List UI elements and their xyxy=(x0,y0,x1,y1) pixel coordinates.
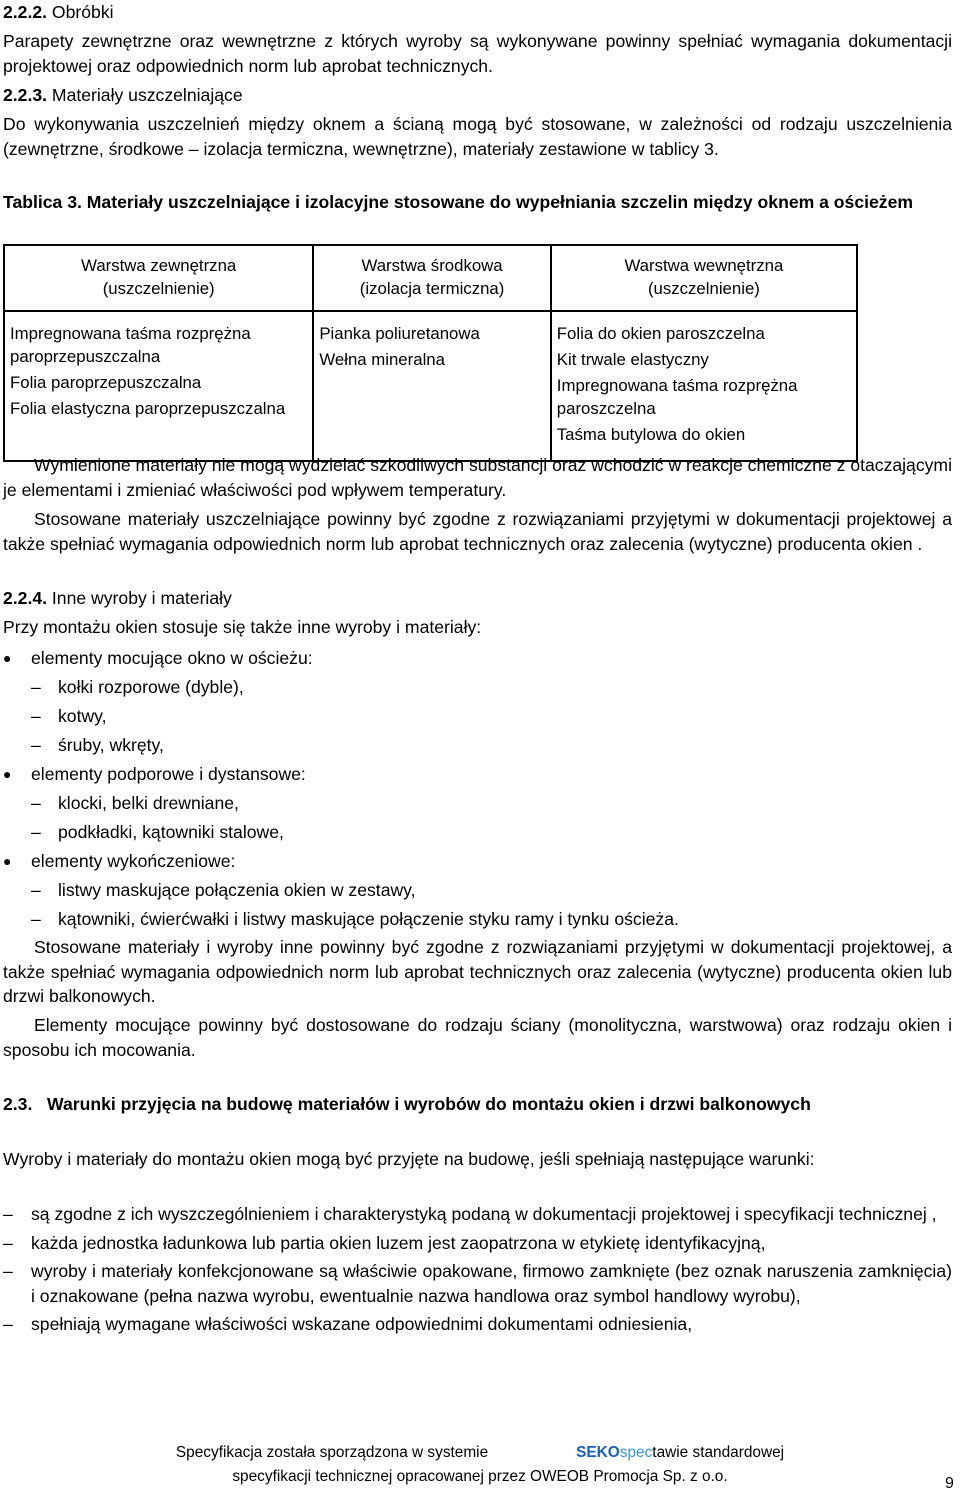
footer-line-2: specyfikacji technicznej opracowanej przez OWEOB Promocja Sp. z o.o. xyxy=(232,1468,728,1485)
paragraph-fixing-elements: Elementy mocujące powinny być dostosowane do rodzaju ściany (monolityczna, warstwowa) oraz rodzaju okien i sposobu ich mocowania. xyxy=(3,1015,952,1060)
page-number: 9 xyxy=(945,1475,954,1492)
dash-icon: – xyxy=(31,909,41,929)
list-item: – wyroby i materiały konfekcjonowane są właściwie opakowane, firmowo zamknięte (bez oznak naruszenia zamknięcia) i oznakowane (pełna nazwa wyrobu, ewentualnie nazwa handlowa oraz symbol handlowy wyrobu), xyxy=(3,1261,952,1306)
section-2-2-3-heading xyxy=(3,83,952,108)
list-item: – klocki, belki drewniane, xyxy=(3,789,952,818)
paragraph-materials-safety: Wymienione materiały nie mogą wydzielać szkodliwych substancji oraz wchodzić w reakcje chemiczne z otaczającymi je elementami i zmieniać właściwości pod wpływem temperatury. xyxy=(3,455,953,500)
section-2-2-4-intro: Przy montażu okien stosuje się także inne wyroby i materiały: xyxy=(3,617,482,637)
section-2-3-intro: Wyroby i materiały do montażu okien mogą być przyjęte na budowę, jeśli spełniają następujące warunki: xyxy=(3,1149,815,1169)
paragraph-other-compliance: Stosowane materiały i wyroby inne powinny być zgodne z rozwiązaniami przyjętymi w dokumentacji projektowej, a także spełniać wymagania odpowiednich norm lub aprobat technicznych oraz zalecenia (wytyczne) producenta okien lub drzwi balkonowych. xyxy=(3,937,952,1007)
dash-icon: – xyxy=(3,1232,13,1253)
section-number: 2.2.3. xyxy=(3,85,48,105)
dash-icon: – xyxy=(31,677,41,697)
dash-icon: – xyxy=(31,793,41,813)
table-caption-number: Tablica 3. xyxy=(3,192,82,212)
cell-middle-materials xyxy=(313,311,550,461)
dash-icon: – xyxy=(3,1314,13,1335)
footer-line-1: Specyfikacja została sporządzona w systemie SEKOspectawie standardowej xyxy=(175,1444,785,1461)
section-title: Materiały uszczelniające xyxy=(47,85,243,105)
section-number: 2.3. xyxy=(3,1094,33,1114)
table-cell-item: Folia do okien paroszczelna xyxy=(556,324,765,343)
bullet-icon: ● xyxy=(3,853,12,869)
dash-icon: – xyxy=(3,1204,13,1224)
table-cell-item: Impregnowana taśma rozprężna paroprzepuszczalna xyxy=(10,324,251,366)
list-item: ● elementy podporowe i dystansowe: xyxy=(3,760,952,789)
section-2-2-2-paragraph: Parapety zewnętrzne oraz wewnętrzne z których wyroby są wykonywane powinny spełniać wymagania dokumentacji projektowej oraz odpowiednich norm lub aprobat technicznych. xyxy=(3,31,952,76)
table-cell-item: Folia elastyczna paroprzepuszczalna xyxy=(10,399,286,418)
section-title: Obróbki xyxy=(47,2,114,22)
list-item: – kątowniki, ćwierćwałki i listwy maskujące połączenie styku ramy i tynku ościeża. xyxy=(3,905,952,934)
table-cell-item: Impregnowana taśma rozprężna paroszczelna xyxy=(556,376,798,418)
list-item: – spełniają wymagane właściwości wskazane odpowiednimi dokumentami odniesienia, xyxy=(3,1312,952,1337)
section-title: Warunki przyjęcia na budowę materiałów i wyrobów do montażu okien i drzwi balkonowych xyxy=(47,1094,811,1114)
materials-table xyxy=(3,244,858,462)
header-inner-layer: Warstwa wewnętrzna (uszczelnienie) xyxy=(551,245,857,311)
section-2-3-heading xyxy=(3,1092,952,1117)
dash-icon: – xyxy=(31,880,41,900)
section-2-2-4-heading xyxy=(3,586,952,611)
dash-icon: – xyxy=(3,1261,13,1282)
table-cell-item: Folia paroprzepuszczalna xyxy=(10,373,202,392)
acceptance-conditions-list xyxy=(3,1202,952,1337)
list-item: – listwy maskujące połączenia okien w zestawy, xyxy=(3,876,952,905)
table-caption xyxy=(3,190,952,215)
section-title: Inne wyroby i materiały xyxy=(47,588,232,608)
section-2-2-3-paragraph: Do wykonywania uszczelnień między oknem a ścianą mogą być stosowane, w zależności od rodzaju uszczelnienia (zewnętrzne, środkowe – izolacja termiczna, wewnętrzne), materiały zestawione w tablicy 3. xyxy=(3,114,952,159)
bullet-icon: ● xyxy=(3,766,12,782)
dash-icon: – xyxy=(31,706,41,726)
list-item: – podkładki, kątowniki stalowe, xyxy=(3,818,952,847)
table-caption-text: Materiały uszczelniające i izolacyjne stosowane do wypełniania szczelin między oknem a ościeżem xyxy=(81,192,914,212)
page-footer xyxy=(0,1441,960,1489)
table-header-row xyxy=(4,245,857,311)
section-number: 2.2.4. xyxy=(3,588,48,608)
brand-logo: SEKOspec xyxy=(576,1444,653,1461)
section-2-2-2-heading xyxy=(3,0,952,25)
list-item: – kotwy, xyxy=(3,702,952,731)
table-cell-item: Wełna mineralna xyxy=(319,350,445,369)
list-item: – kołki rozporowe (dyble), xyxy=(3,673,952,702)
header-middle-layer: Warstwa środkowa (izolacja termiczna) xyxy=(313,245,550,311)
other-materials-list xyxy=(3,644,952,934)
cell-inner-materials xyxy=(551,311,857,461)
header-outer-layer: Warstwa zewnętrzna (uszczelnienie) xyxy=(4,245,313,311)
list-item: – każda jednostka ładunkowa lub partia okien luzem jest zaopatrzona w etykietę identyfikacyjną, xyxy=(3,1231,952,1256)
section-number: 2.2.2. xyxy=(3,2,48,22)
paragraph-materials-compliance: Stosowane materiały uszczelniające powinny być zgodne z rozwiązaniami przyjętymi w dokumentacji projektowej a także spełniać wymagania odpowiednich norm lub aprobat technicznych oraz zalecenia (wytyczne) producenta okien . xyxy=(3,509,952,554)
table-cell-item: Kit trwale elastyczny xyxy=(556,350,709,369)
table-cell-item: Taśma butylowa do okien xyxy=(556,425,746,444)
table-row xyxy=(4,311,857,461)
list-item: – są zgodne z ich wyszczególnieniem i charakterystyką podaną w dokumentacji projektowej i specyfikacji technicznej , xyxy=(3,1202,952,1227)
list-item: ● elementy wykończeniowe: xyxy=(3,847,952,876)
table-cell-item: Pianka poliuretanowa xyxy=(319,324,480,343)
dash-icon: – xyxy=(31,735,41,755)
list-item: ● elementy mocujące okno w ościeżu: xyxy=(3,644,952,673)
bullet-icon: ● xyxy=(3,650,12,666)
cell-outer-materials xyxy=(4,311,313,461)
list-item: – śruby, wkręty, xyxy=(3,731,952,760)
dash-icon: – xyxy=(31,822,41,842)
